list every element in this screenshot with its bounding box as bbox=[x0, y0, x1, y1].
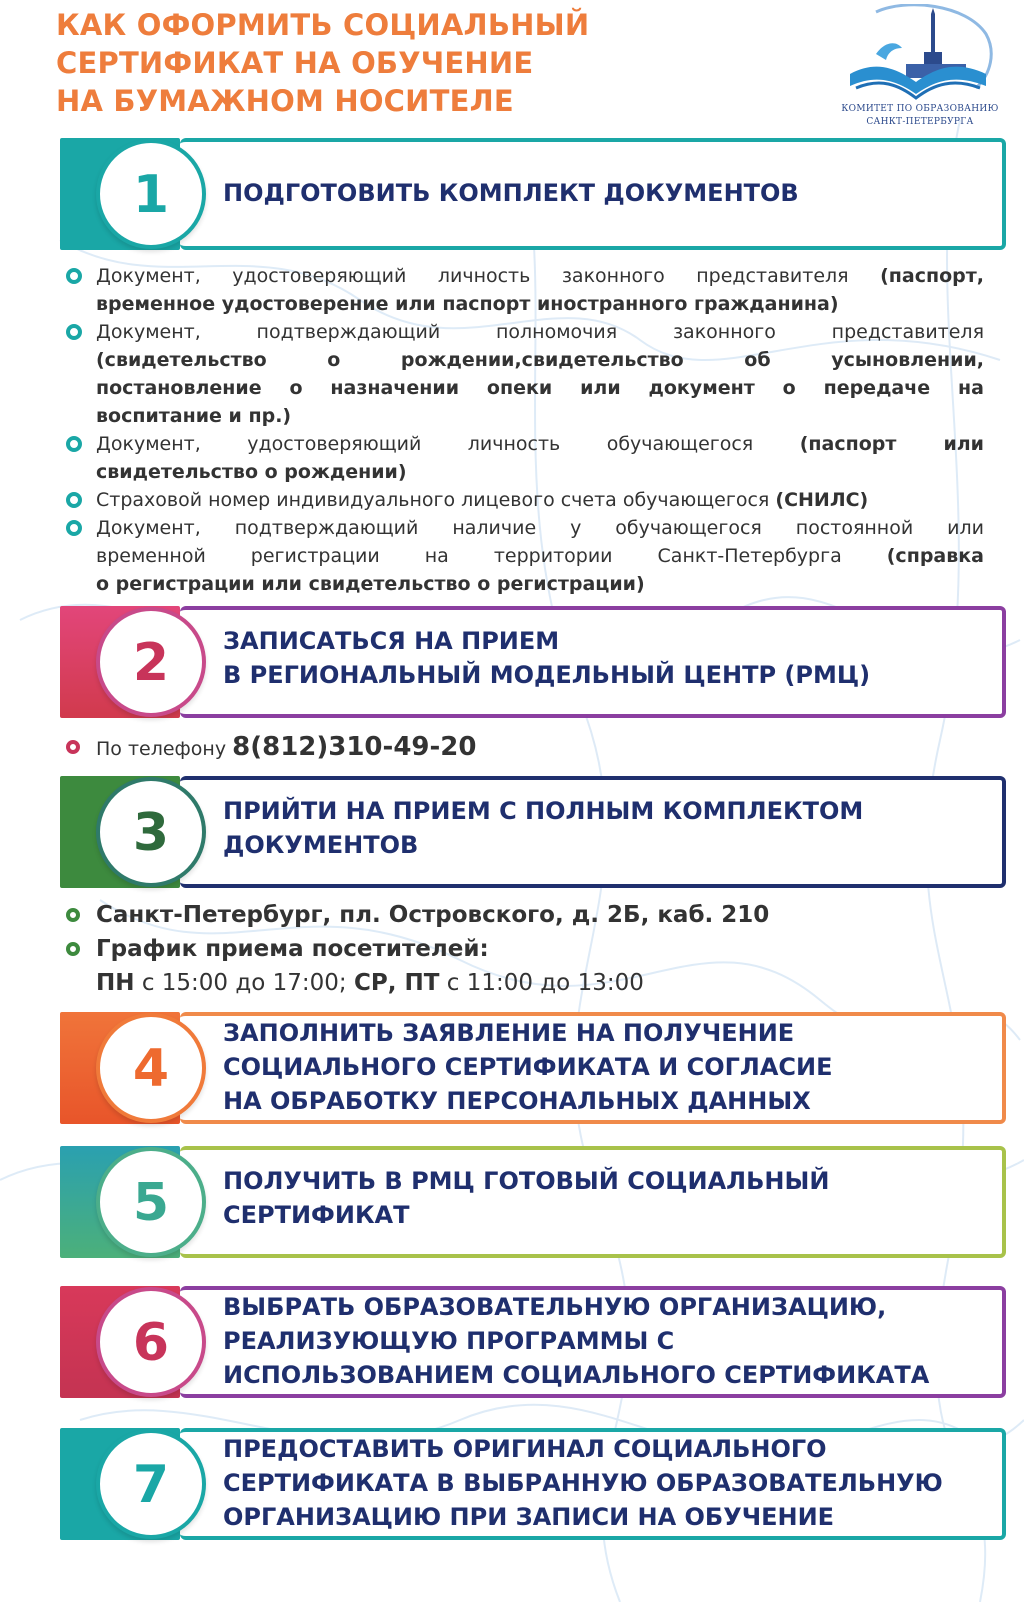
list-item bbox=[64, 730, 984, 766]
step-heading-line: ВЫБРАТЬ ОБРАЗОВАТЕЛЬНУЮ ОРГАНИЗАЦИЮ, bbox=[223, 1293, 887, 1321]
bullet-icon bbox=[66, 268, 82, 284]
list-item bbox=[64, 898, 984, 932]
list-item bbox=[64, 318, 984, 430]
title-line-3: НА БУМАЖНОМ НОСИТЕЛЕ bbox=[56, 84, 514, 118]
step-heading bbox=[223, 1290, 986, 1392]
list-item bbox=[64, 430, 984, 486]
step-heading bbox=[223, 1164, 986, 1232]
step-number-circle bbox=[96, 777, 206, 887]
documents-list bbox=[64, 262, 984, 598]
step-heading-line: ОРГАНИЗАЦИЮ ПРИ ЗАПИСИ НА ОБУЧЕНИЕ bbox=[223, 1503, 835, 1531]
step-heading-line: ПОЛУЧИТЬ В РМЦ ГОТОВЫЙ СОЦИАЛЬНЫЙ bbox=[223, 1167, 830, 1195]
visit-info bbox=[64, 898, 984, 1000]
step-heading bbox=[223, 624, 986, 692]
step-6-card bbox=[60, 1286, 1006, 1398]
step-heading-line: В РЕГИОНАЛЬНЫЙ МОДЕЛЬНЫЙ ЦЕНТР (РМЦ) bbox=[223, 661, 871, 689]
step-heading-line: СОЦИАЛЬНОГО СЕРТИФИКАТА И СОГЛАСИЕ bbox=[223, 1053, 833, 1081]
step-heading-line: ПОДГОТОВИТЬ КОМПЛЕКТ ДОКУМЕНТОВ bbox=[223, 179, 799, 207]
list-item bbox=[64, 514, 984, 598]
bullet-icon bbox=[66, 436, 82, 452]
step-heading-line: ДОКУМЕНТОВ bbox=[223, 831, 419, 859]
list-item bbox=[64, 932, 984, 1000]
list-item-line: (свидетельство о рождении,свидетельство об усыновлении, bbox=[96, 349, 984, 371]
list-item-line: Документ, подтверждающий наличие у обучающегося постоянной или bbox=[96, 517, 984, 539]
step-heading-line: НА ОБРАБОТКУ ПЕРСОНАЛЬНЫХ ДАННЫХ bbox=[223, 1087, 811, 1115]
step-heading-line: РЕАЛИЗУЮЩУЮ ПРОГРАММЫ С bbox=[223, 1327, 675, 1355]
step-number: 1 bbox=[132, 165, 170, 225]
spire-book-emblem-icon bbox=[836, 4, 1004, 108]
list-item bbox=[64, 262, 984, 318]
committee-logo bbox=[836, 4, 1004, 132]
title-line-2: СЕРТИФИКАТ НА ОБУЧЕНИЕ bbox=[56, 46, 534, 80]
step-number-circle bbox=[96, 1147, 206, 1257]
step-number: 2 bbox=[132, 633, 170, 693]
page-title bbox=[56, 6, 589, 120]
step-number-circle bbox=[96, 1287, 206, 1397]
step-number-circle bbox=[96, 1013, 206, 1123]
step-heading-line: СЕРТИФИКАТ bbox=[223, 1201, 410, 1229]
step-number: 5 bbox=[132, 1173, 170, 1233]
list-item-line: воспитание и пр.) bbox=[96, 405, 292, 427]
list-item-line: временной регистрации на территории Санкт-Петербурга (справка bbox=[96, 545, 984, 567]
step-2-card bbox=[60, 606, 1006, 718]
step-number: 3 bbox=[132, 803, 170, 863]
step-number: 4 bbox=[132, 1039, 170, 1099]
bullet-icon bbox=[66, 740, 80, 754]
bullet-icon bbox=[66, 908, 80, 922]
step-heading bbox=[223, 1432, 986, 1534]
step-number: 7 bbox=[132, 1455, 170, 1515]
logo-text-line-1: КОМИТЕТ ПО ОБРАЗОВАНИЮ bbox=[841, 104, 999, 114]
logo-text-line-2: САНКТ-ПЕТЕРБУРГА bbox=[866, 117, 974, 127]
step-4-card bbox=[60, 1012, 1006, 1124]
list-item-line: о регистрации или свидетельство о регистрации) bbox=[96, 573, 645, 595]
step-heading-line: ПРЕДОСТАВИТЬ ОРИГИНАЛ СОЦИАЛЬНОГО bbox=[223, 1435, 827, 1463]
step-heading bbox=[223, 176, 986, 210]
step-number-circle bbox=[96, 607, 206, 717]
list-item-line: Документ, подтверждающий полномочия законного представителя bbox=[96, 321, 984, 343]
phone-list bbox=[64, 730, 984, 766]
step-heading-line: ИСПОЛЬЗОВАНИЕМ СОЦИАЛЬНОГО СЕРТИФИКАТА bbox=[223, 1361, 930, 1389]
step-number-circle bbox=[96, 139, 206, 249]
list-item-line: временное удостоверение или паспорт иностранного гражданина) bbox=[96, 293, 839, 315]
schedule-label: График приема посетителей: bbox=[96, 936, 489, 962]
step-heading-line: ЗАПИСАТЬСЯ НА ПРИЕМ bbox=[223, 627, 560, 655]
list-item-line: свидетельство о рождении) bbox=[96, 461, 407, 483]
list-item bbox=[64, 486, 984, 514]
list-item-line: Документ, удостоверяющий личность обучающегося (паспорт или bbox=[96, 433, 984, 455]
phone-label: По телефону bbox=[96, 738, 227, 760]
step-7-card bbox=[60, 1428, 1006, 1540]
bullet-icon bbox=[66, 492, 82, 508]
title-line-1: КАК ОФОРМИТЬ СОЦИАЛЬНЫЙ bbox=[56, 8, 590, 42]
step-heading-line: ПРИЙТИ НА ПРИЕМ С ПОЛНЫМ КОМПЛЕКТОМ bbox=[223, 797, 864, 825]
step-number: 6 bbox=[132, 1313, 170, 1373]
step-heading bbox=[223, 794, 986, 862]
step-number-circle bbox=[96, 1429, 206, 1539]
bullet-icon bbox=[66, 942, 80, 956]
step-heading bbox=[223, 1016, 986, 1118]
bullet-icon bbox=[66, 324, 82, 340]
visit-address: Санкт-Петербург, пл. Островского, д. 2Б, каб. 210 bbox=[96, 902, 770, 928]
step-5-card bbox=[60, 1146, 1006, 1258]
step-3-card bbox=[60, 776, 1006, 888]
list-item-line: постановление о назначении опеки или документ о передаче на bbox=[96, 377, 984, 399]
step-heading-line: СЕРТИФИКАТА В ВЫБРАННУЮ ОБРАЗОВАТЕЛЬНУЮ bbox=[223, 1469, 943, 1497]
list-item-line: Страховой номер индивидуального лицевого счета обучающегося (СНИЛС) bbox=[96, 489, 869, 511]
bullet-icon bbox=[66, 520, 82, 536]
schedule-times: ПН с 15:00 до 17:00; СР, ПТ с 11:00 до 13:00 bbox=[96, 970, 644, 996]
phone-number: 8(812)310-49-20 bbox=[232, 732, 477, 762]
list-item-line: Документ, удостоверяющий личность законного представителя (паспорт, bbox=[96, 265, 984, 287]
step-1-card bbox=[60, 138, 1006, 250]
step-heading-line: ЗАПОЛНИТЬ ЗАЯВЛЕНИЕ НА ПОЛУЧЕНИЕ bbox=[223, 1019, 795, 1047]
